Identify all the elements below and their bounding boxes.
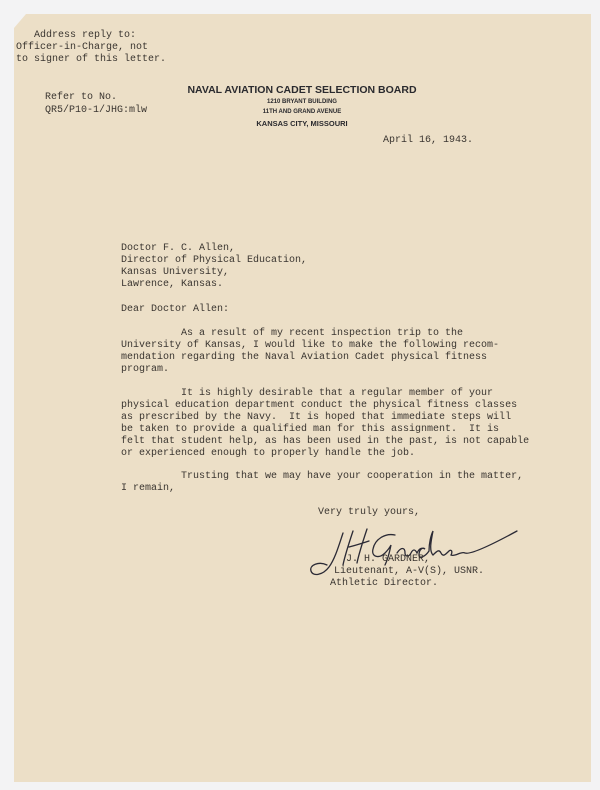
address-note-line: Address reply to:	[34, 30, 137, 41]
letterhead-line: KANSAS CITY, MISSOURI	[256, 119, 348, 128]
address-note-line: Officer-in-Charge, not	[16, 42, 149, 53]
recipient-line: Doctor F. C. Allen,	[121, 243, 236, 254]
letterhead-org: NAVAL AVIATION CADET SELECTION BOARD	[187, 84, 417, 96]
signer-title: Athletic Director.	[330, 578, 439, 589]
body-line: I remain,	[121, 483, 176, 494]
salutation: Dear Doctor Allen:	[121, 304, 230, 315]
body-line: physical education department conduct the physical fitness classes	[121, 400, 518, 411]
recipient-line: Lawrence, Kansas.	[121, 279, 224, 290]
recipient-line: Kansas University,	[121, 267, 230, 278]
body-line: program.	[121, 364, 170, 375]
reference-number: QR5/P10-1/JHG:mlw	[45, 105, 148, 116]
body-line: Trusting that we may have your cooperation in the matter,	[121, 471, 524, 482]
body-line: as prescribed by the Navy. It is hoped that immediate steps will	[121, 412, 512, 423]
body-line: As a result of my recent inspection trip to the	[121, 328, 464, 339]
body-line: felt that student help, as has been used in the past, is not capable	[121, 436, 530, 447]
body-line: or experienced enough to properly handle the job.	[121, 448, 416, 459]
letter-date: April 16, 1943.	[383, 135, 474, 146]
address-note-line: to signer of this letter.	[16, 54, 167, 65]
signer-name: J. H. GARDNER,	[346, 554, 431, 565]
signer-rank: Lieutenant, A-V(S), USNR.	[334, 566, 485, 577]
recipient-line: Director of Physical Education,	[121, 255, 308, 266]
letterhead-line: 11TH AND GRAND AVENUE	[262, 109, 342, 115]
reference-label: Refer to No.	[45, 92, 118, 103]
body-line: be taken to provide a qualified man for this assignment. It is	[121, 424, 500, 435]
closing: Very truly yours,	[318, 507, 421, 518]
body-line: It is highly desirable that a regular member of your	[121, 388, 494, 399]
letterhead-line: 1210 BRYANT BUILDING	[267, 99, 337, 105]
body-line: mendation regarding the Naval Aviation Cadet physical fitness	[121, 352, 488, 363]
body-line: University of Kansas, I would like to make the following recom-	[121, 340, 500, 351]
